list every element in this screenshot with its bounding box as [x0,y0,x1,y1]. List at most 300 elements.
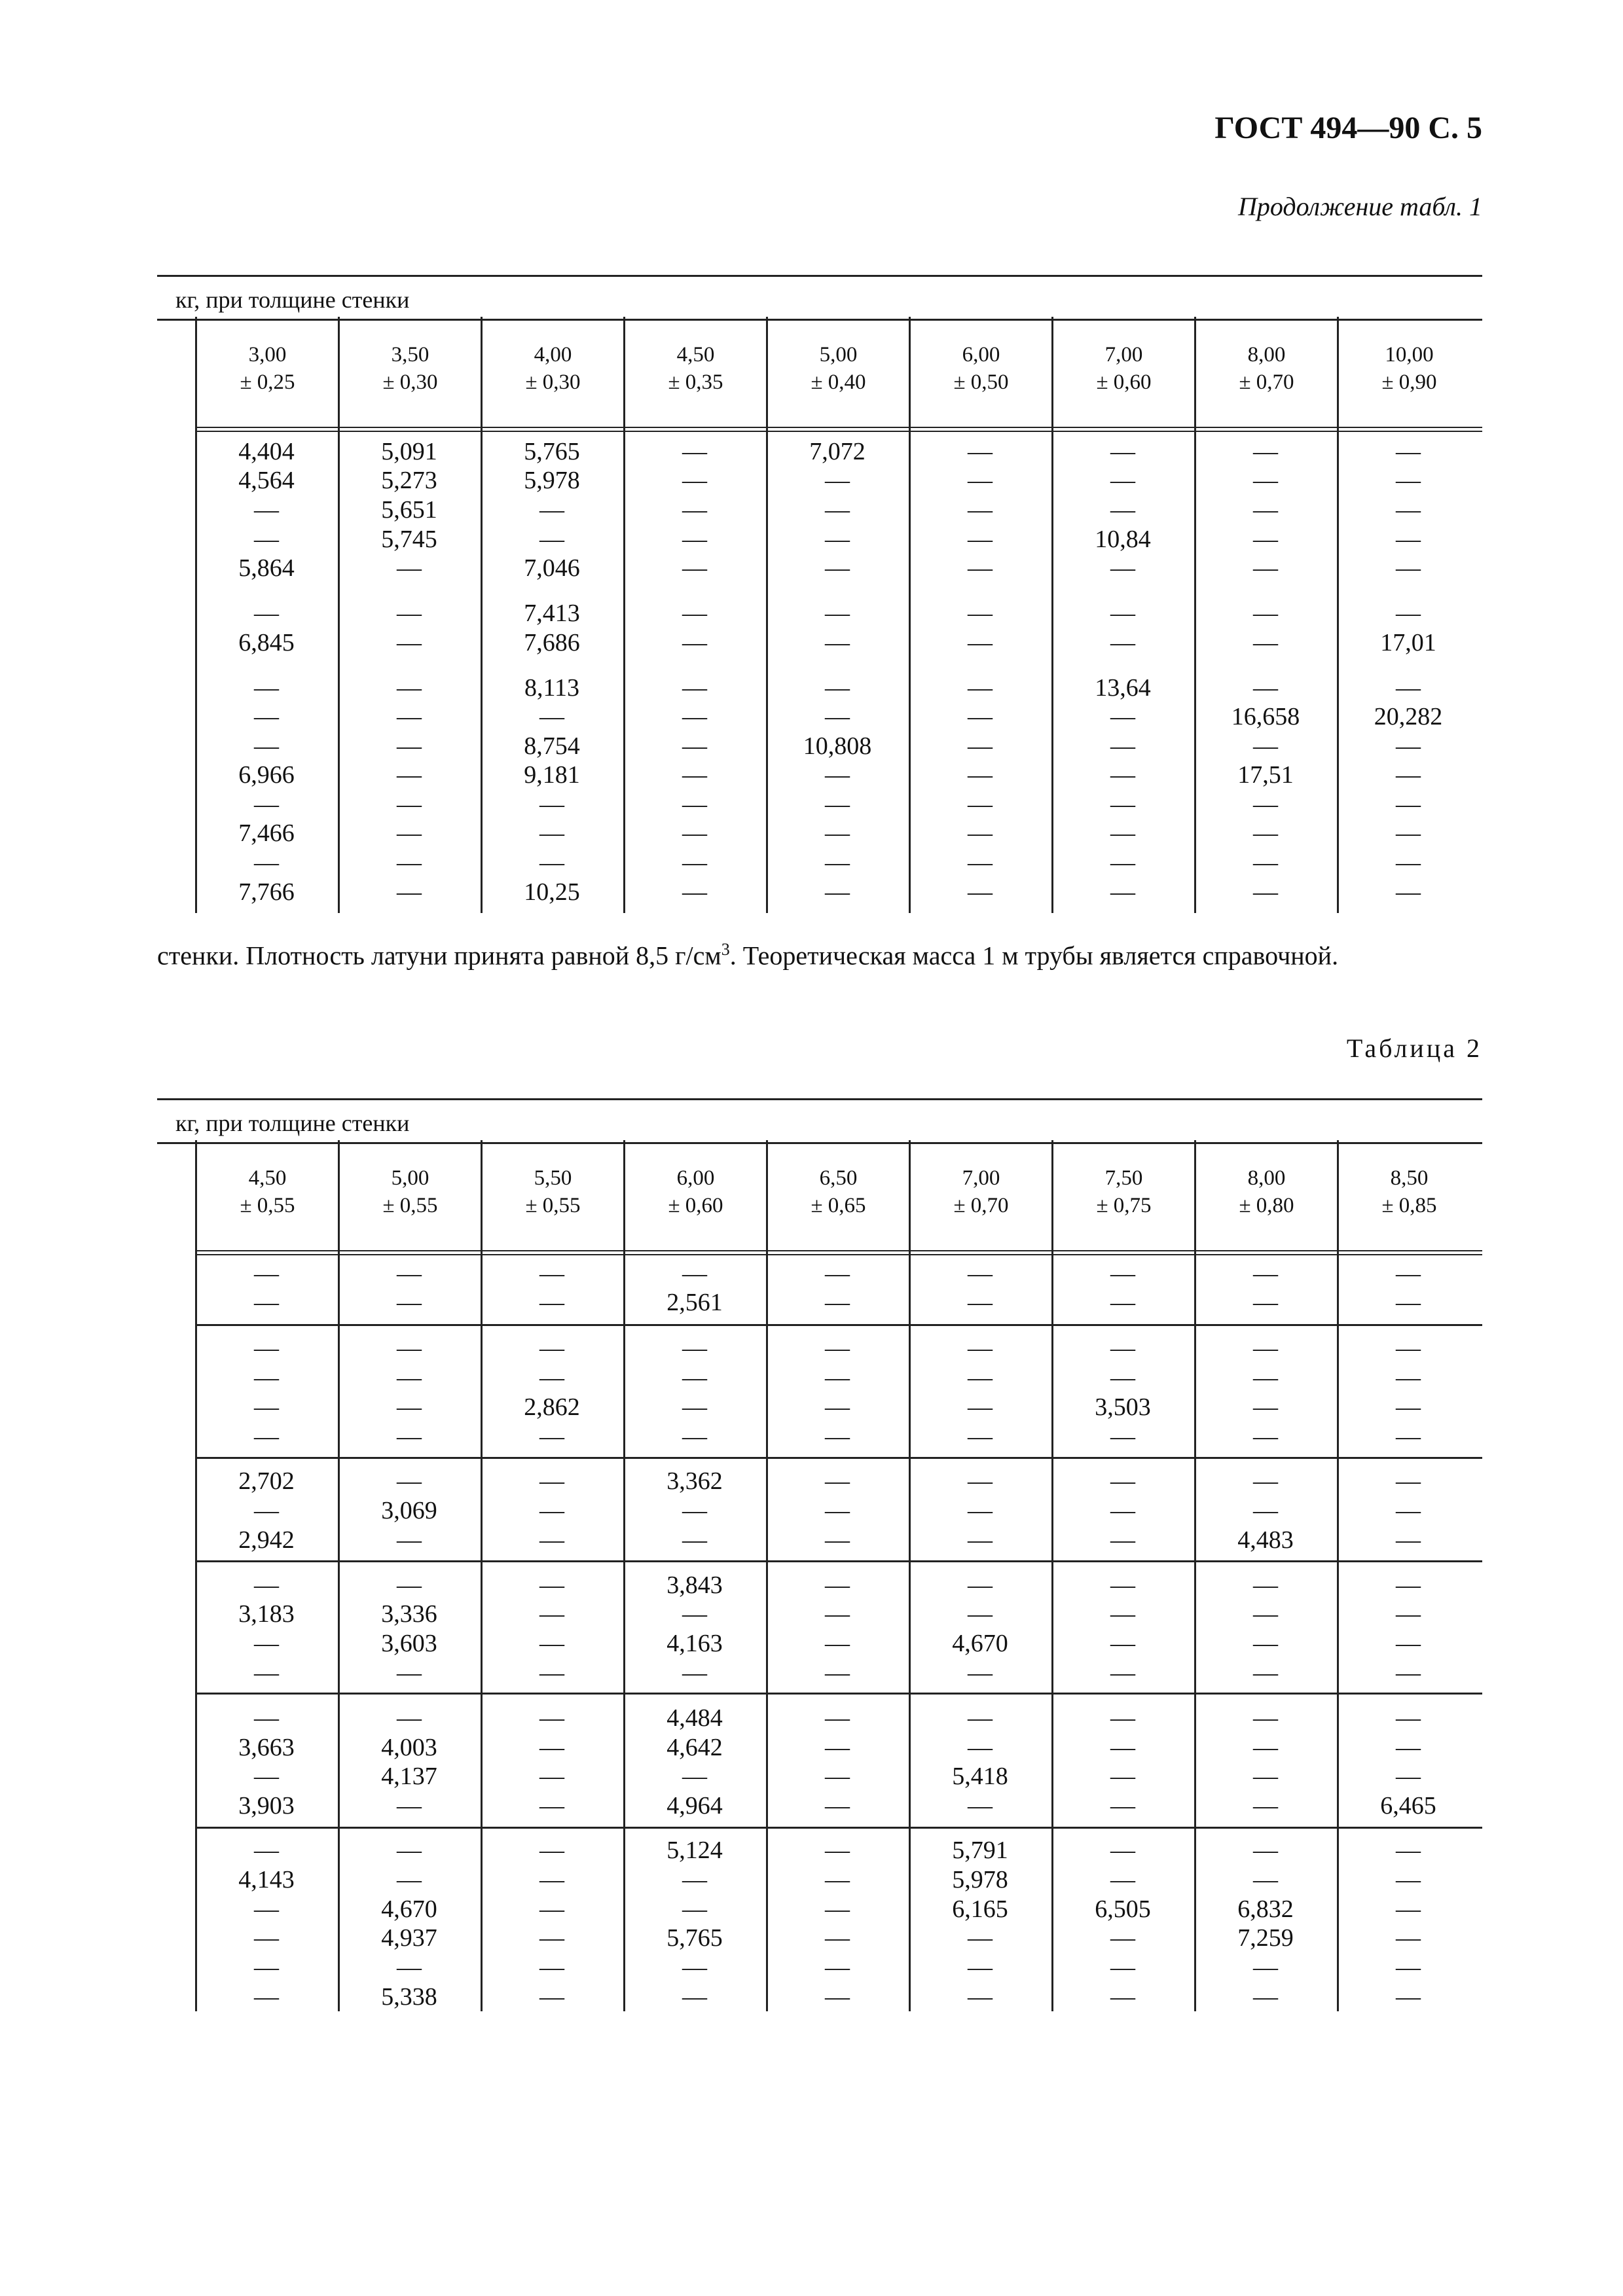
table-cell: — [254,1423,279,1450]
table-cell: 3,503 [1095,1393,1151,1421]
table-cell: — [1110,1335,1135,1362]
thickness-tolerance: ± 0,85 [1381,1194,1437,1217]
table-cell: 7,766 [238,878,295,906]
table-cell: — [682,1895,707,1923]
table-cell: 20,282 [1374,703,1443,730]
table-cell: — [825,1837,850,1864]
table-cell: — [825,1983,850,2011]
table-cell: — [539,1763,564,1790]
wall-thickness: 7,00 [962,1166,1000,1190]
table-cell: — [825,1335,850,1362]
table-cell: — [539,1571,564,1599]
table-cell: — [1396,1260,1421,1287]
density-note-superscript: 3 [721,940,730,959]
table-cell: — [825,1497,850,1524]
table-cell: — [682,1659,707,1687]
table-cell: — [1396,496,1421,524]
table-cell: 9,181 [524,761,580,789]
table-cell: — [397,629,422,656]
table-cell: — [397,554,422,582]
table-cell: — [1396,1895,1421,1923]
wall-thickness: 5,50 [534,1166,572,1190]
table-cell: — [1396,554,1421,582]
table-cell: — [1396,1704,1421,1732]
table-cell: — [1253,438,1278,465]
table-cell: — [968,1659,993,1687]
table-cell: — [539,1630,564,1657]
table-cell: — [1110,1497,1135,1524]
table-cell: — [825,1393,850,1421]
table-cell: 5,978 [524,467,580,494]
table-cell: — [1396,1734,1421,1761]
thickness-tolerance: ± 0,80 [1239,1194,1294,1217]
density-note-text: стенки. Плотность латуни принята равной 8,5 г/см [157,941,721,971]
wall-thickness: 6,00 [962,343,1000,367]
table-cell: 2,702 [238,1467,295,1495]
table-cell: 4,483 [1237,1526,1294,1554]
table-cell: 4,670 [381,1895,437,1923]
thickness-column-header [1337,1140,1480,1250]
thickness-column-header [766,317,909,427]
table-cell: 3,069 [381,1497,437,1524]
table-cell: — [825,1526,850,1554]
table-cell: — [682,761,707,789]
table-cell: — [1110,1571,1135,1599]
table-cell: — [1396,849,1421,876]
table-cell: — [968,629,993,656]
table-cell: — [825,467,850,494]
table-cell: — [1253,878,1278,906]
thickness-column-header [338,317,481,427]
table-cell: — [254,1983,279,2011]
table-cell: — [397,1704,422,1732]
table-cell: 4,003 [381,1734,437,1761]
table-cell: — [968,526,993,553]
thickness-tolerance: ± 0,65 [811,1194,866,1217]
table-cell: — [254,1335,279,1362]
table-cell: — [1110,791,1135,818]
table-cell: 6,465 [1380,1792,1436,1820]
table-cell: 7,686 [524,629,580,656]
table-cell: — [682,1763,707,1790]
thickness-column-header [909,1140,1051,1250]
table-cell: — [682,526,707,553]
table-cell: 7,072 [809,438,866,465]
table-cell: — [1396,1924,1421,1952]
table-2 [157,1098,1482,2011]
table-cell: 3,903 [238,1792,295,1820]
table-cell: — [968,1924,993,1952]
table-cell: — [1253,1260,1278,1287]
table-cell: — [397,1335,422,1362]
header-double-rule [195,1250,1482,1255]
table-cell: — [254,496,279,524]
table-cell: — [825,1260,850,1287]
table-cell: — [254,674,279,702]
table-cell: — [968,1393,993,1421]
table-cell: — [1110,1423,1135,1450]
table-cell: — [682,849,707,876]
table-cell: — [968,496,993,524]
table-cell: — [825,1659,850,1687]
table-cell: 6,832 [1237,1895,1294,1923]
table-cell: — [968,1497,993,1524]
table-cell: — [1110,703,1135,730]
table-cell: 5,765 [524,438,580,465]
table-cell: — [1110,1763,1135,1790]
table-cell: — [1110,1924,1135,1952]
table-cell: — [254,1393,279,1421]
table-cell: — [825,1364,850,1391]
table-cell: 4,163 [666,1630,723,1657]
table-cell: — [682,674,707,702]
table-cell: — [539,1983,564,2011]
thickness-column-header [481,1140,623,1250]
table-cell: — [1110,1630,1135,1657]
table-cell: 4,564 [238,467,295,494]
table-cell: — [1253,496,1278,524]
table-cell: — [825,1704,850,1732]
thickness-column-header [909,317,1051,427]
table-cell: — [1110,438,1135,465]
table-cell: — [1253,1837,1278,1864]
thickness-column-header [338,1140,481,1250]
table-cell: — [539,1335,564,1362]
table-cell: — [397,1423,422,1450]
thickness-column-header [1194,317,1337,427]
table-cell: — [539,1497,564,1524]
table-cell: 5,091 [381,438,437,465]
table-cell: — [1396,1630,1421,1657]
table-cell: — [254,1497,279,1524]
table-cell: — [397,1526,422,1554]
wall-thickness: 7,50 [1104,1166,1143,1190]
density-note [157,940,1338,971]
table-cell: — [539,819,564,847]
table-cell: — [825,761,850,789]
thickness-tolerance: ± 0,90 [1381,370,1437,394]
table-cell: — [682,1260,707,1287]
table-cell: — [1396,467,1421,494]
table-cell: — [1110,629,1135,656]
table-cell: — [825,1600,850,1628]
table-cell: — [1396,1335,1421,1362]
table-cell: — [397,1467,422,1495]
table-cell: — [1253,600,1278,627]
table-cell: — [968,1983,993,2011]
table-cell: — [539,1260,564,1287]
table-cell: — [968,732,993,760]
thickness-tolerance: ± 0,30 [382,370,438,394]
table-cell: 2,862 [524,1393,580,1421]
table-cell: — [539,849,564,876]
table-cell: 2,942 [238,1526,295,1554]
thickness-tolerance: ± 0,55 [525,1194,581,1217]
table-cell: — [1253,1630,1278,1657]
table-cell: — [968,1423,993,1450]
table-cell: — [1110,1289,1135,1316]
table-cell: — [682,1954,707,1981]
table-cell: 4,137 [381,1763,437,1790]
table-cell: — [1253,849,1278,876]
wall-thickness: 7,00 [1104,343,1143,367]
table-cell: 3,843 [666,1571,723,1599]
table-cell: 5,418 [952,1763,1008,1790]
table-cell: — [1396,791,1421,818]
table-cell: 5,745 [381,526,437,553]
table-cell: — [1253,1792,1278,1820]
table-cell: — [1396,819,1421,847]
table-cell: — [1396,878,1421,906]
table-cell: — [968,438,993,465]
table-cell: — [682,878,707,906]
thickness-column-header [195,1140,338,1250]
table-cell: — [968,1734,993,1761]
table-cell: — [682,600,707,627]
thickness-column-header [623,1140,766,1250]
table-cell: — [1396,1659,1421,1687]
table-cell: 17,01 [1380,629,1436,656]
table-cell: — [539,1895,564,1923]
table-cell: 5,338 [381,1983,437,2011]
table-cell: — [1396,761,1421,789]
thickness-tolerance: ± 0,40 [811,370,866,394]
table-cell: — [825,791,850,818]
table-caption-row [157,275,1482,321]
table-cell: 6,845 [238,629,295,656]
table-cell: — [539,1734,564,1761]
table-cell: — [1110,600,1135,627]
table-cell: 5,124 [666,1837,723,1864]
group-separator [195,1827,1482,1829]
table-cell: — [968,703,993,730]
table-cell: 4,404 [238,438,295,465]
table-cell: — [968,1260,993,1287]
table-cell: — [1253,791,1278,818]
table-cell: — [825,1630,850,1657]
table-cell: — [539,1659,564,1687]
table-cell: — [254,791,279,818]
group-separator [195,1324,1482,1326]
table-cell: — [825,1895,850,1923]
table-cell: — [539,791,564,818]
table-cell: — [825,819,850,847]
table-cell: 10,84 [1095,526,1151,553]
table-cell: 3,663 [238,1734,295,1761]
table-cell: — [397,878,422,906]
table-cell: — [968,1600,993,1628]
table-cell: — [254,1954,279,1981]
table-cell: — [1253,1289,1278,1316]
table-cell: — [539,526,564,553]
thickness-tolerance: ± 0,60 [668,1194,723,1217]
table-cell: — [254,703,279,730]
table-cell: — [825,1467,850,1495]
wall-thickness: 3,50 [391,343,429,367]
table-cell: — [1253,732,1278,760]
table-cell: — [1396,1866,1421,1893]
table-cell: — [1253,1734,1278,1761]
table-cell: — [968,600,993,627]
table-caption: кг, при толщине стенки [175,1110,410,1136]
table-cell: — [1110,1792,1135,1820]
table-cell: — [254,1659,279,1687]
table-cell: — [682,629,707,656]
thickness-tolerance: ± 0,70 [1239,370,1294,394]
table-cell: — [539,703,564,730]
table-cell: — [968,878,993,906]
table-cell: — [254,1630,279,1657]
table-cell: — [1253,1983,1278,2011]
table-cell: 4,964 [666,1792,723,1820]
table-cell: — [1396,1467,1421,1495]
table-cell: — [682,1335,707,1362]
table-cell: — [539,1289,564,1316]
thickness-header-row [157,1140,1482,1250]
table-cell: — [825,1866,850,1893]
thickness-column-header [1337,317,1480,427]
thickness-column-header [481,317,623,427]
table-cell: — [968,1954,993,1981]
table-cell: — [1253,1393,1278,1421]
table-cell: — [968,791,993,818]
table-cell: — [397,1837,422,1864]
table-cell: — [539,1600,564,1628]
table-cell: — [397,1393,422,1421]
table-cell: — [1253,1571,1278,1599]
table-cell: — [539,1364,564,1391]
table-cell: — [682,1600,707,1628]
table-cell: — [1396,674,1421,702]
table-cell: — [682,438,707,465]
thickness-tolerance: ± 0,50 [953,370,1009,394]
table-cell: — [1396,1954,1421,1981]
table-cell: — [1110,1600,1135,1628]
table-cell: — [682,496,707,524]
table-cell: — [1110,849,1135,876]
table-cell: 3,336 [381,1600,437,1628]
table-cell: — [1253,1467,1278,1495]
table-cell: — [397,1571,422,1599]
table-cell: — [825,526,850,553]
group-separator [195,1457,1482,1459]
header-double-rule [195,427,1482,432]
table-cell: — [682,1526,707,1554]
table-1-continued [157,275,1482,913]
table-cell: — [539,1837,564,1864]
wall-thickness: 5,00 [819,343,858,367]
table-cell: — [825,1734,850,1761]
table-cell: — [397,674,422,702]
table-cell: — [254,849,279,876]
table-cell: — [397,1364,422,1391]
table-cell: — [1110,554,1135,582]
table-cell: — [825,496,850,524]
table-cell: — [1253,1423,1278,1450]
table-cell: — [968,819,993,847]
table-cell: — [1110,1467,1135,1495]
table-cell: — [968,1792,993,1820]
table-cell: — [682,703,707,730]
table-cell: 8,113 [524,674,580,702]
wall-thickness: 8,00 [1247,1166,1286,1190]
table-cell: — [1253,554,1278,582]
table-cell: — [1396,600,1421,627]
table-cell: 17,51 [1237,761,1294,789]
table-cell: — [397,600,422,627]
wall-thickness: 6,00 [676,1166,715,1190]
table-cell: — [1110,1526,1135,1554]
table-cell: — [254,1289,279,1316]
table-cell: — [682,1423,707,1450]
thickness-column-header [1194,1140,1337,1250]
thickness-column-header [195,317,338,427]
table-cell: — [825,1289,850,1316]
table-cell: — [1110,496,1135,524]
table-cell: — [1396,1526,1421,1554]
wall-thickness: 5,00 [391,1166,429,1190]
table-cell: — [1253,1659,1278,1687]
table-cell: — [1396,1763,1421,1790]
table-cell: 4,484 [666,1704,723,1732]
table-cell: — [968,1571,993,1599]
table-cell: — [1396,438,1421,465]
table-cell: — [1110,1954,1135,1981]
table-cell: — [1110,819,1135,847]
thickness-column-header [1051,1140,1194,1250]
table-cell: 5,864 [238,554,295,582]
table-cell: — [1396,1364,1421,1391]
table-cell: — [825,629,850,656]
table-cell: — [539,1526,564,1554]
table-cell: — [1396,526,1421,553]
table-cell: 4,937 [381,1924,437,1952]
table-cell: 4,143 [238,1866,295,1893]
table-cell: 7,046 [524,554,580,582]
thickness-tolerance: ± 0,75 [1096,1194,1152,1217]
table-cell: — [1110,1734,1135,1761]
table-cell: — [825,1571,850,1599]
wall-thickness: 6,50 [819,1166,858,1190]
group-separator [195,1560,1482,1562]
table-cell: — [1253,629,1278,656]
table-cell: — [968,1289,993,1316]
table-cell: — [825,1423,850,1450]
table-cell: — [1396,1393,1421,1421]
table-cell: — [682,467,707,494]
thickness-header-row [157,317,1482,427]
thickness-tolerance: ± 0,60 [1096,370,1152,394]
table-cell: — [397,1289,422,1316]
table-cell: — [539,1423,564,1450]
wall-thickness: 8,50 [1390,1166,1429,1190]
table-cell: — [1253,1954,1278,1981]
table-cell: — [682,1497,707,1524]
table-cell: — [397,703,422,730]
table-cell: — [539,496,564,524]
table-cell: — [397,791,422,818]
table-cell: 16,658 [1231,703,1300,730]
table-cell: — [539,1704,564,1732]
table-cell: — [1253,1866,1278,1893]
table-cell: 7,466 [238,819,295,847]
table-cell: — [825,878,850,906]
table-cell: — [1110,1364,1135,1391]
table-cell: — [397,819,422,847]
table-cell: — [254,1763,279,1790]
table-cell: — [968,1335,993,1362]
table-cell: — [1110,1866,1135,1893]
